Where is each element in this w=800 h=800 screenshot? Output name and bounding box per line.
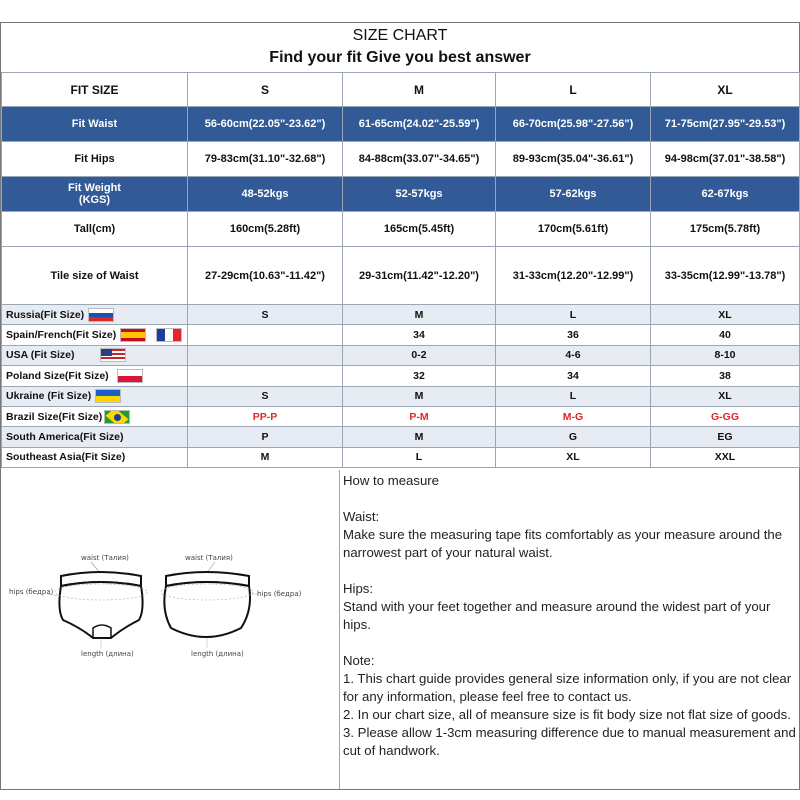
table-cell: L: [496, 386, 651, 406]
chart-subtitle: Find your fit Give you best answer: [269, 49, 531, 66]
size-table: [1, 72, 800, 468]
back-brief-illustration: [161, 562, 259, 648]
usa-flag-icon: [100, 348, 126, 362]
waist-label-front: waist (Талия): [81, 554, 129, 562]
table-cell: G-GG: [651, 406, 800, 426]
table-cell: 94-98cm(37.01"-38.58"): [651, 142, 800, 177]
region-label: [2, 427, 188, 447]
table-cell: 61-65cm(24.02"-25.59"): [343, 107, 496, 142]
region-row-brazil: [2, 406, 800, 426]
table-cell: 89-93cm(35.04"-36.61"): [496, 142, 651, 177]
table-cell: 4-6: [496, 345, 651, 365]
region-label: [2, 406, 188, 426]
table-cell: G: [496, 427, 651, 447]
row-label-line1: Fit Weight: [68, 182, 121, 194]
table-cell: 40: [651, 325, 800, 345]
table-cell: PP-P: [188, 406, 343, 426]
hips-label-back: hips (бедра): [257, 590, 302, 598]
table-cell: 48-52kgs: [188, 177, 343, 212]
region-row-spain-french: [2, 325, 800, 345]
fit-weight-row: [2, 177, 800, 212]
table-cell: L: [496, 305, 651, 325]
chart-title: SIZE CHART: [352, 27, 448, 44]
region-row-poland: [2, 366, 800, 386]
front-brief-illustration: [47, 562, 147, 648]
header-l: L: [496, 73, 651, 107]
waist-label-back: waist (Талия): [185, 554, 233, 562]
note-2: 2. In our chart size, all of meansure size is fit body size not flat size of goods.: [343, 707, 791, 722]
note-title: Note:: [343, 653, 375, 668]
region-label-text: South America(Fit Size): [6, 431, 124, 444]
region-label: [2, 447, 188, 467]
table-cell: 36: [496, 325, 651, 345]
measure-heading: How to measure: [343, 473, 440, 488]
hips-text: Stand with your feet together and measure around the widest part of your hips.: [343, 599, 771, 632]
region-label: [2, 386, 188, 406]
brazil-flag-icon: [104, 410, 130, 424]
table-cell: P-M: [343, 406, 496, 426]
table-cell: 160cm(5.28ft): [188, 212, 343, 247]
table-cell: 33-35cm(12.99"-13.78"): [651, 247, 800, 305]
table-cell: S: [188, 386, 343, 406]
table-cell: XXL: [651, 447, 800, 467]
table-cell: M-G: [496, 406, 651, 426]
table-header-row: [2, 73, 800, 107]
header-s: S: [188, 73, 343, 107]
table-cell: 84-88cm(33.07"-34.65"): [343, 142, 496, 177]
table-cell: S: [188, 305, 343, 325]
measure-instructions: [340, 470, 799, 789]
table-cell: L: [343, 447, 496, 467]
row-label: Fit Waist: [2, 107, 188, 142]
table-cell: 175cm(5.78ft): [651, 212, 800, 247]
region-label: [2, 325, 188, 345]
spain-flag-icon: [120, 328, 146, 342]
underwear-diagram-svg: [1, 470, 340, 789]
table-cell: [188, 345, 343, 365]
header-fit-size: FIT SIZE: [2, 73, 188, 107]
tile-waist-row: [2, 247, 800, 305]
table-cell: M: [188, 447, 343, 467]
table-cell: M: [343, 386, 496, 406]
table-cell: M: [343, 427, 496, 447]
russia-flag-icon: [88, 308, 114, 322]
table-cell: 32: [343, 366, 496, 386]
hips-title: Hips:: [343, 581, 374, 596]
row-label: Fit Hips: [2, 142, 188, 177]
title-area: [1, 23, 799, 71]
table-cell: 34: [496, 366, 651, 386]
fit-hips-row: [2, 142, 800, 177]
table-cell: 71-75cm(27.95"-29.53"): [651, 107, 800, 142]
region-label-text: Ukraine (Fit Size): [6, 390, 92, 403]
region-label: [2, 345, 188, 365]
poland-flag-icon: [117, 369, 143, 383]
france-flag-icon: [156, 328, 182, 342]
table-cell: 79-83cm(31.10"-32.68"): [188, 142, 343, 177]
table-cell: EG: [651, 427, 800, 447]
length-label-back: length (длина): [191, 650, 244, 658]
note-3: 3. Please allow 1-3cm measuring difference due to manual measurement and cut of handwork.: [343, 725, 796, 758]
region-label-text: Spain/French(Fit Size): [6, 328, 117, 341]
table-cell: 62-67kgs: [651, 177, 800, 212]
table-cell: 0-2: [343, 345, 496, 365]
table-cell: XL: [496, 447, 651, 467]
table-cell: 66-70cm(25.98"-27.56"): [496, 107, 651, 142]
measure-diagram: [1, 470, 340, 789]
table-cell: XL: [651, 386, 800, 406]
table-cell: 52-57kgs: [343, 177, 496, 212]
table-cell: 165cm(5.45ft): [343, 212, 496, 247]
region-row-south-america: [2, 427, 800, 447]
row-label: Tall(cm): [2, 212, 188, 247]
table-cell: XL: [651, 305, 800, 325]
note-1: 1. This chart guide provides general size information only, if you are not clear for any information, please feel free to contact us.: [343, 671, 792, 704]
region-row-usa: [2, 345, 800, 365]
header-m: M: [343, 73, 496, 107]
region-row-ukraine: [2, 386, 800, 406]
table-cell: 31-33cm(12.20"-12.99"): [496, 247, 651, 305]
table-cell: [188, 325, 343, 345]
region-label-text: Brazil Size(Fit Size): [6, 410, 103, 423]
table-cell: 170cm(5.61ft): [496, 212, 651, 247]
ukraine-flag-icon: [95, 389, 121, 403]
tall-row: [2, 212, 800, 247]
row-label-line2: (KGS): [78, 194, 111, 206]
region-label: [2, 366, 188, 386]
table-cell: M: [343, 305, 496, 325]
fit-waist-row: [2, 107, 800, 142]
region-label-text: Southeast Asia(Fit Size): [6, 451, 126, 464]
header-xl: XL: [651, 73, 800, 107]
waist-text: Make sure the measuring tape fits comfortably as your measure around the narrowest part of your natural waist.: [343, 527, 783, 560]
table-cell: 27-29cm(10.63"-11.42"): [188, 247, 343, 305]
table-cell: 57-62kgs: [496, 177, 651, 212]
table-cell: P: [188, 427, 343, 447]
table-cell: [188, 366, 343, 386]
hips-label-front: hips (бедра): [9, 588, 54, 596]
region-row-russia: [2, 305, 800, 325]
region-label-text: Poland Size(Fit Size): [6, 369, 109, 382]
table-cell: 34: [343, 325, 496, 345]
region-label-text: USA (Fit Size): [6, 349, 75, 362]
region-row-southeast-asia: [2, 447, 800, 467]
table-cell: 29-31cm(11.42"-12.20"): [343, 247, 496, 305]
row-label: Tile size of Waist: [2, 247, 188, 305]
waist-title: Waist:: [343, 509, 380, 524]
table-cell: 38: [651, 366, 800, 386]
region-label: [2, 305, 188, 325]
region-label-text: Russia(Fit Size): [6, 308, 85, 321]
length-label-front: length (длина): [81, 650, 134, 658]
table-cell: 56-60cm(22.05"-23.62"): [188, 107, 343, 142]
table-cell: 8-10: [651, 345, 800, 365]
row-label: [2, 177, 188, 212]
